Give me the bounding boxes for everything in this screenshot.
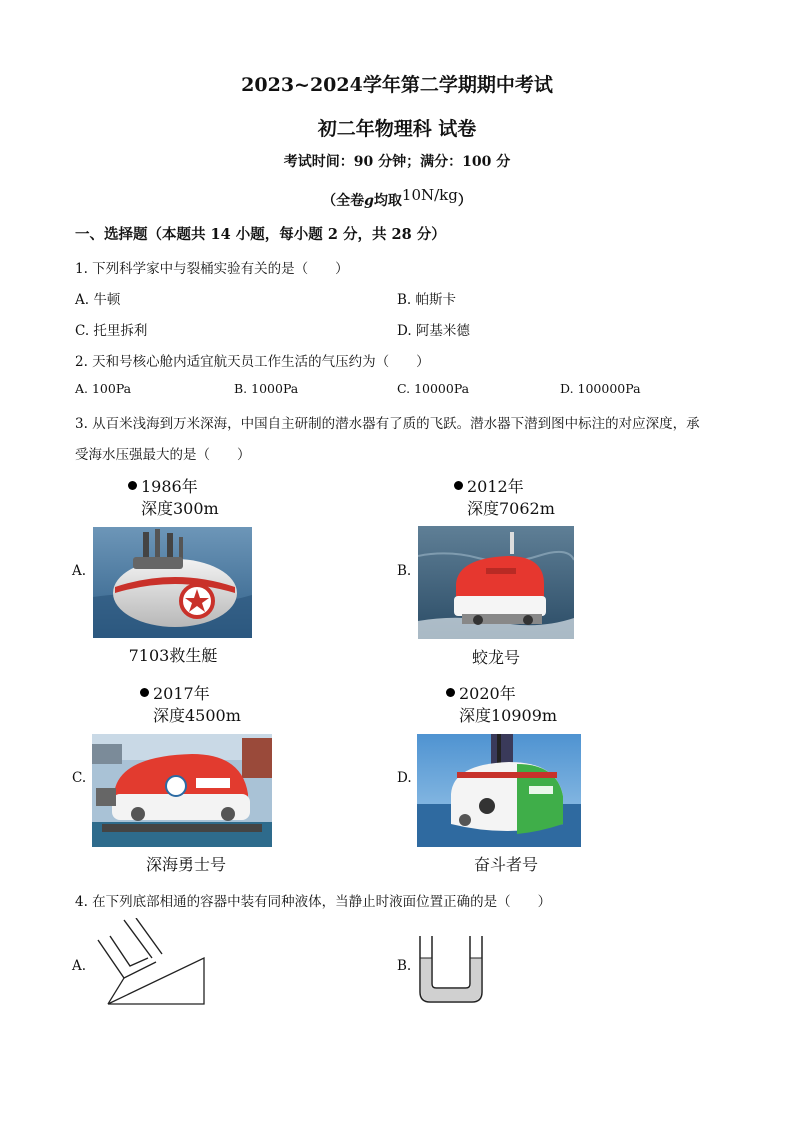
q1-option-a: A. 牛顿 [75, 292, 121, 308]
q2-stem: 2. 天和号核心舱内适宜航天员工作生活的气压约为（ ） [75, 354, 430, 370]
q3-d-label [446, 683, 557, 727]
q3-c-year: 2017年 [153, 684, 210, 703]
q2-option-a: A. 100Pa [75, 381, 132, 396]
q3-d-depth: 深度10909m [459, 706, 558, 725]
q3-a-year: 1986年 [141, 477, 198, 496]
q3-option-b-letter: B. [397, 563, 412, 579]
submarine-jiaolong-photo [418, 526, 574, 639]
q3-c-depth: 深度4500m [153, 706, 241, 725]
q1-option-c: C. 托里拆利 [75, 323, 148, 339]
q2-option-d: D. 100000Pa [560, 381, 641, 396]
g-note-suffix: ） [457, 193, 472, 209]
exam-title: 2023~2024学年第二学期期中考试 [241, 74, 553, 96]
exam-subtitle: 初二年物理科 试卷 [317, 118, 477, 140]
connected-vessel-b-diagram [418, 932, 484, 1004]
q3-c-label [140, 683, 241, 727]
g-note-prefix: （全卷 [322, 193, 365, 209]
q1-option-d: D. 阿基米德 [397, 323, 470, 339]
bullet-dot [128, 481, 137, 490]
g-value: 10N/kg [401, 186, 458, 204]
q4-stem: 4. 在下列底部相通的容器中装有同种液体，当静止时液面位置正确的是（ ） [75, 894, 552, 910]
g-note [0, 186, 794, 210]
submarine-7103-photo [93, 527, 252, 638]
bullet-dot [454, 481, 463, 490]
q4-option-b-letter: B. [397, 958, 412, 974]
q3-stem-line1: 3. 从百米浅海到万米深海，中国自主研制的潜水器有了质的飞跃。潜水器下潜到图中标注的对应深度，承 [75, 416, 700, 432]
q3-stem-line2: 受海水压强最大的是（ ） [75, 447, 251, 463]
section-heading: 一、选择题（本题共 14 小题，每小题 2 分，共 28 分） [75, 226, 446, 243]
q1-option-b: B. 帕斯卡 [397, 292, 457, 308]
q3-b-name: 蛟龙号 [471, 648, 520, 667]
q2-option-b: B. 1000Pa [234, 381, 299, 396]
q3-b-year: 2012年 [467, 477, 524, 496]
q3-d-year: 2020年 [459, 684, 516, 703]
q3-option-a-letter: A. [72, 563, 87, 579]
submarine-shenhai-photo [92, 734, 272, 847]
q3-c-name: 深海勇士号 [145, 855, 226, 874]
bullet-dot [446, 688, 455, 697]
q3-a-depth: 深度300m [141, 499, 219, 518]
submarine-fendouzhe-photo [417, 734, 581, 847]
q4-option-a-letter: A. [72, 958, 87, 974]
bullet-dot [140, 688, 149, 697]
q3-option-c-letter: C. [72, 770, 87, 786]
q3-option-d-letter: D. [397, 770, 412, 786]
q3-a-label [128, 476, 219, 520]
g-symbol: g [364, 193, 374, 209]
q3-b-depth: 深度7062m [467, 499, 555, 518]
exam-info: 考试时间：90 分钟；满分：100 分 [283, 154, 511, 170]
q3-a-name: 7103救生艇 [128, 646, 218, 665]
g-note-mid: 均取 [373, 193, 402, 209]
q3-b-label [454, 476, 555, 520]
q3-d-name: 奋斗者号 [473, 855, 538, 874]
q1-stem: 1. 下列科学家中与裂桶实验有关的是（ ） [75, 261, 349, 277]
connected-vessel-a-diagram [94, 918, 206, 1008]
q2-option-c: C. 10000Pa [397, 381, 470, 396]
